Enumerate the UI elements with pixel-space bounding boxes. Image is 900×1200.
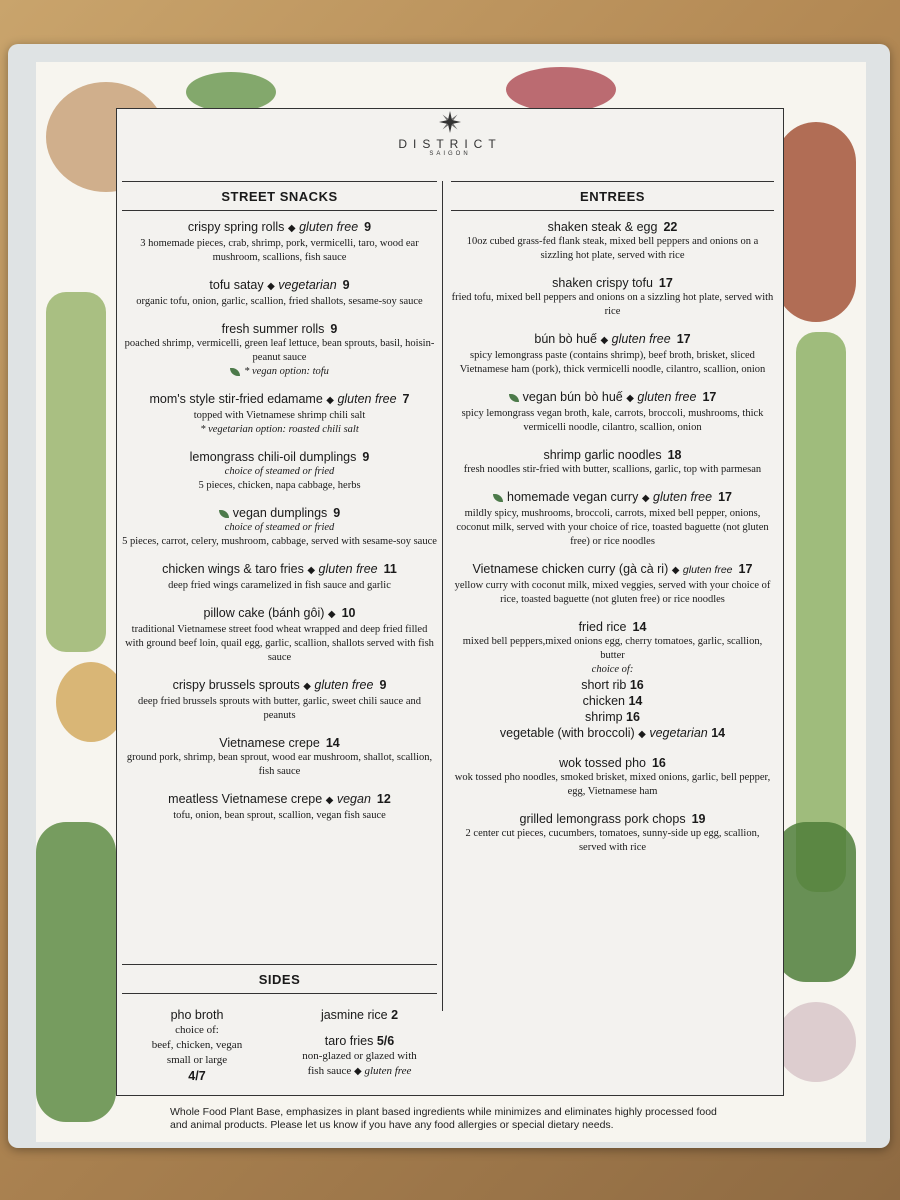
- entrees-section: [451, 181, 774, 867]
- item-price: 14: [632, 620, 647, 634]
- item-price: 17: [658, 276, 673, 290]
- side-jasmine-rice: [282, 1007, 437, 1023]
- item-price: 11: [383, 562, 397, 576]
- menu-item: [122, 605, 437, 665]
- item-name: pho broth: [170, 1008, 224, 1022]
- diamond-icon: ◆: [671, 565, 680, 576]
- item-name: mom's style stir-fried edamame: [149, 392, 323, 406]
- item-price: 10: [341, 606, 356, 620]
- item-sub: choice of steamed or fried: [224, 466, 335, 477]
- item-desc: fried tofu, mixed bell peppers and onions on a sizzling hot plate, served with rice: [451, 292, 774, 317]
- vegan-leaf-icon: [509, 394, 519, 402]
- item-desc: mildly spicy, mushrooms, broccoli, carrots, mixed bell pepper, onions, coconut milk, served with your choice of rice, toasted baguette (not gluten free) or rice noodles: [456, 508, 769, 547]
- item-name: pillow cake (bánh gôi): [203, 606, 325, 620]
- item-price: 17: [718, 490, 732, 504]
- item-price: 17: [702, 390, 717, 404]
- item-tag: gluten free: [314, 678, 374, 692]
- item-price: 18: [667, 448, 682, 462]
- item-choice: choice of:: [591, 664, 634, 675]
- vegan-leaf-icon: [219, 510, 229, 518]
- menu-panel: [116, 108, 784, 1096]
- item-name: chicken wings & taro fries: [162, 562, 304, 576]
- item-name: tofu satay: [209, 278, 264, 292]
- column-divider: [442, 181, 443, 1011]
- menu-item: [451, 331, 774, 377]
- item-name: shaken steak & egg: [547, 220, 658, 234]
- item-price: 4/7: [188, 1069, 206, 1083]
- item-desc: poached shrimp, vermicelli, green leaf lettuce, bean sprouts, basil, hoisin-peanut sauce: [124, 338, 435, 363]
- vegan-leaf-icon: [493, 494, 503, 502]
- item-name: fried rice: [578, 620, 627, 634]
- menu-item: [122, 791, 437, 823]
- option-price: 14: [711, 726, 726, 740]
- option-name: shrimp: [585, 710, 623, 724]
- item-price: 16: [651, 756, 666, 770]
- item-desc: deep fried wings caramelized in fish sauce and garlic: [168, 580, 391, 591]
- item-price: 9: [342, 278, 350, 292]
- item-choice: choice of:: [175, 1024, 219, 1036]
- menu-item: [122, 561, 437, 593]
- item-desc: yellow curry with coconut milk, mixed veggies, served with your choice of rice, toasted baguette (not gluten free) or rice noodles: [454, 580, 771, 605]
- item-tag: gluten free: [337, 392, 397, 406]
- menu-item: [451, 811, 774, 855]
- diamond-icon: ◆: [600, 335, 609, 346]
- item-desc: deep fried brussels sprouts with butter, garlic, sweet chili sauce and peanuts: [138, 696, 421, 721]
- item-desc: non-glazed or glazed with: [302, 1050, 417, 1062]
- diamond-icon: ◆: [326, 395, 334, 406]
- diamond-icon: ◆: [626, 393, 634, 404]
- item-name: crispy brussels sprouts: [172, 678, 300, 692]
- diamond-icon: ◆: [638, 729, 646, 740]
- menu-item: [451, 275, 774, 319]
- item-desc: 10oz cubed grass-fed flank steak, mixed bell peppers and onions on a sizzling hot plate, served with rice: [466, 236, 759, 261]
- item-price: 9: [364, 220, 372, 234]
- item-price: 9: [333, 506, 341, 520]
- diamond-icon: ◆: [267, 281, 275, 292]
- menu-item: [451, 389, 774, 435]
- option-name: vegetable (with broccoli): [499, 726, 635, 740]
- item-name: shaken crispy tofu: [552, 276, 653, 290]
- menu-item: [122, 391, 437, 437]
- item-price: 9: [330, 322, 338, 336]
- item-name: crispy spring rolls: [187, 220, 285, 234]
- item-price: 9: [379, 678, 387, 692]
- item-desc: wok tossed pho noodles, smoked brisket, mixed onions, garlic, bell pepper, egg, Vietnamese ham: [454, 772, 771, 797]
- item-options: beef, chicken, vegan: [151, 1039, 243, 1051]
- option-price: 16: [626, 710, 640, 724]
- item-price: 2: [391, 1008, 399, 1022]
- side-taro-fries: [282, 1033, 437, 1079]
- menu-item: [451, 219, 774, 263]
- item-price: 17: [676, 332, 691, 346]
- menu-item: [451, 447, 774, 477]
- item-tag: gluten free: [637, 390, 697, 404]
- diamond-icon: ◆: [303, 681, 311, 692]
- item-tag: vegan: [336, 792, 371, 806]
- item-desc: fresh noodles stir-fried with butter, scallions, garlic, top with parmesan: [463, 464, 762, 475]
- diamond-icon: ◆: [287, 223, 296, 234]
- item-desc: topped with Vietnamese shrimp chili salt: [193, 410, 366, 421]
- item-name: bún bò huế: [534, 332, 597, 346]
- diamond-icon: ◆: [354, 1066, 362, 1077]
- diamond-icon: ◆: [641, 493, 650, 504]
- item-price: 12: [376, 792, 391, 806]
- menu-item: [122, 321, 437, 379]
- item-note: * vegan option: tofu: [244, 366, 329, 377]
- option-name: chicken: [582, 694, 625, 708]
- footer-note: Whole Food Plant Base, emphasizes in plant based ingredients while minimizes and eliminates highly processed food and animal products. Please let us know if you have any food allergies or special dietary needs.: [170, 1106, 717, 1131]
- diamond-icon: ◆: [325, 795, 334, 806]
- menu-item: [122, 449, 437, 493]
- item-tag: gluten free: [682, 564, 733, 576]
- star-anise-icon: [439, 111, 461, 133]
- item-note: * vegetarian option: roasted chili salt: [200, 424, 359, 435]
- item-name: shrimp garlic noodles: [543, 448, 662, 462]
- item-name: homemade vegan curry: [507, 490, 639, 504]
- item-name: vegan bún bò huế: [522, 390, 623, 404]
- item-tag: vegetarian: [278, 278, 337, 292]
- item-desc: fish sauce: [307, 1065, 352, 1077]
- item-desc: organic tofu, onion, garlic, scallion, fried shallots, sesame-soy sauce: [136, 296, 423, 307]
- item-name: Vietnamese chicken curry (gà cà ri): [472, 562, 669, 576]
- item-price: 14: [325, 736, 340, 750]
- item-name: grilled lemongrass pork chops: [519, 812, 686, 826]
- menu-item: [451, 755, 774, 799]
- item-name: lemongrass chili-oil dumplings: [189, 450, 357, 464]
- item-desc: 5 pieces, carrot, celery, mushroom, cabbage, served with sesame-soy sauce: [122, 536, 437, 547]
- street-snacks-section: [122, 181, 437, 835]
- item-desc: spicy lemongrass vegan broth, kale, carrots, broccoli, mushrooms, thick vermicelli noodle, cilantro, scallion, onion: [461, 408, 764, 433]
- menu-item: [122, 677, 437, 723]
- street-snacks-heading: STREET SNACKS: [122, 181, 437, 211]
- option-price: 14: [628, 694, 643, 708]
- item-name: fresh summer rolls: [221, 322, 325, 336]
- item-price: 17: [738, 562, 753, 576]
- item-tag: gluten free: [611, 332, 671, 346]
- option-name: short rib: [581, 678, 627, 692]
- diamond-icon: ◆: [307, 565, 316, 576]
- menu-item: [451, 489, 774, 549]
- item-name: taro fries: [324, 1034, 374, 1048]
- side-pho-broth: [122, 1007, 272, 1084]
- brand-name: DISTRICT: [398, 137, 502, 151]
- item-tag: gluten free: [299, 220, 359, 234]
- brand-sub: SAIGON: [429, 151, 471, 157]
- item-price: 7: [402, 392, 410, 406]
- menu-item: [122, 735, 437, 779]
- menu-item-fried-rice: [451, 619, 774, 743]
- item-desc: ground pork, shrimp, bean sprout, wood ear mushroom, shallot, scallion, fish sauce: [126, 752, 433, 777]
- sides-heading: SIDES: [122, 964, 437, 994]
- item-name: vegan dumplings: [232, 506, 328, 520]
- item-size: small or large: [166, 1054, 228, 1066]
- item-tag: gluten free: [653, 490, 713, 504]
- menu-item: [451, 561, 774, 607]
- item-desc: 5 pieces, chicken, napa cabbage, herbs: [198, 480, 361, 491]
- item-name: jasmine rice: [320, 1008, 388, 1022]
- menu-item: [122, 505, 437, 549]
- item-desc: 3 homemade pieces, crab, shrimp, pork, vermicelli, taro, wood ear mushroom, scallions, fish sauce: [140, 238, 419, 263]
- diamond-icon: ◆: [327, 609, 336, 620]
- item-price: 5/6: [376, 1034, 395, 1048]
- menu-item: [122, 219, 437, 265]
- option-price: 16: [629, 678, 644, 692]
- option-tag: vegetarian: [649, 726, 708, 740]
- item-desc: 2 center cut pieces, cucumbers, tomatoes, sunny-side up egg, scallion, served with rice: [465, 828, 760, 853]
- item-desc: traditional Vietnamese street food wheat wrapped and deep fried filled with ground beef loin, quail egg, garlic, scallion, shallots served with fish sauce: [125, 624, 434, 663]
- item-name: Vietnamese crepe: [219, 736, 320, 750]
- logo: [117, 111, 783, 157]
- menu-item: [122, 277, 437, 309]
- item-desc: spicy lemongrass paste (contains shrimp), beef broth, brisket, sliced Vietnamese ham (pork), thick vermicelli noodle, cilantro, scallion, onion: [459, 350, 766, 375]
- item-price: 22: [663, 220, 678, 234]
- item-price: 9: [362, 450, 370, 464]
- item-name: meatless Vietnamese crepe: [168, 792, 323, 806]
- vegan-leaf-icon: [230, 368, 240, 376]
- sides-section: [122, 964, 437, 1002]
- item-desc: tofu, onion, bean sprout, scallion, vegan fish sauce: [173, 810, 386, 821]
- item-tag: gluten free: [318, 562, 378, 576]
- item-tag: gluten free: [364, 1065, 412, 1077]
- item-sub: choice of steamed or fried: [224, 522, 335, 533]
- entrees-heading: ENTREES: [451, 181, 774, 211]
- item-name: wok tossed pho: [559, 756, 646, 770]
- item-price: 19: [691, 812, 706, 826]
- item-desc: mixed bell peppers,mixed onions egg, cherry tomatoes, garlic, scallion, butter: [462, 636, 763, 661]
